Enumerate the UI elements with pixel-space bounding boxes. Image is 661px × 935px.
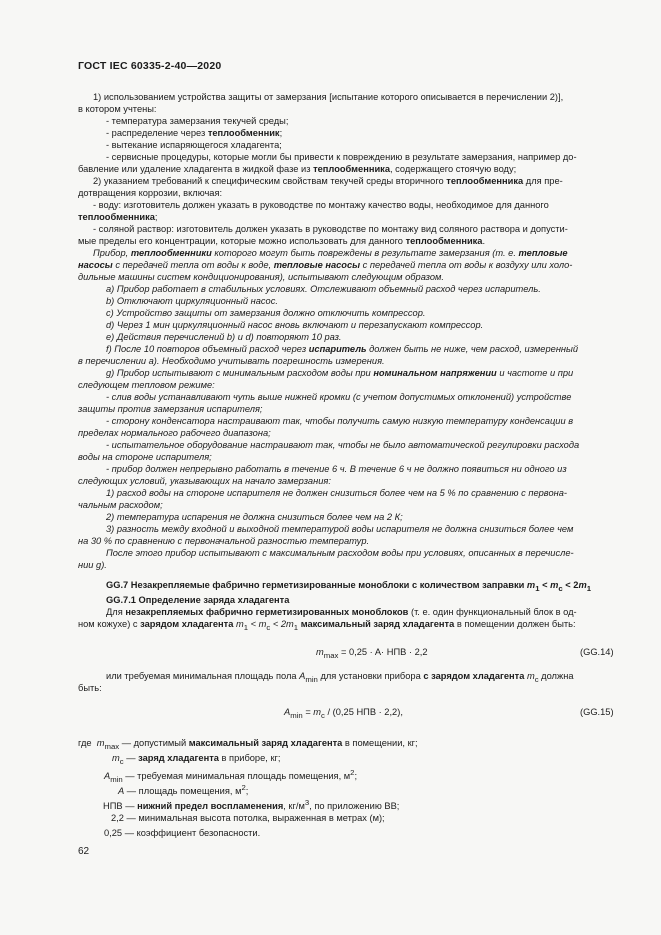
- section-heading: GG.7 Незакрепляемые фабрично герметизированные моноблоки с количеством заправки $m_1 < m_c < 2m_1$: [106, 580, 592, 593]
- text-line: - соляной раствор: изготовитель должен указать в руководстве по монтажу вид соляного раствора и допусти-: [93, 224, 568, 234]
- equation-number: (GG.14): [580, 647, 614, 657]
- text-line: нии g).: [78, 560, 107, 570]
- text-line: a) Прибор работает в стабильных условиях. Отслеживают объемный расход через испаритель.: [106, 284, 541, 294]
- text-line: 2) температура испарения не должна снизиться более чем на 2 К;: [106, 512, 403, 522]
- text-line: защиты против замерзания испарителя;: [78, 404, 263, 414]
- text-line: 3) разность между входной и выходной температурой воды испарителя не должна снизиться более чем: [106, 524, 574, 534]
- text-line: - слив воды устанавливают чуть выше нижней кромки (с учетом допустимых отклонений) устройстве: [106, 392, 572, 402]
- equation-number: (GG.15): [580, 707, 614, 717]
- text-line: теплообменника;: [78, 212, 158, 222]
- page-number: 62: [78, 846, 90, 857]
- definition-line: 2,2 — минимальная высота потолка, выраженная в метрах (м);: [111, 813, 385, 823]
- text-line: Для незакрепляемых фабрично герметизированных моноблоков (т. е. один функциональный блок в од-: [106, 607, 577, 617]
- text-line: дотвращения коррозии, включая:: [78, 188, 223, 198]
- definition-line: НПВ — нижний предел воспламенения, $кг/м^3$, по приложению BB;: [103, 798, 400, 812]
- text-line: - воду: изготовитель должен указать в руководстве по монтажу качество воды, необходимое для данного: [93, 200, 549, 210]
- text-line: в котором учтены:: [78, 104, 157, 114]
- text-line: бавление или удаление хладагента в жидкой фазе из теплообменника, содержащего стоячую воду;: [78, 164, 517, 174]
- text-line: - сторону конденсатора настраивают так, чтобы получить самую низкую температуру конденсации в: [106, 416, 574, 426]
- definition-line: $m_c$ — заряд хладагента в приборе, кг;: [112, 753, 281, 766]
- text-line: ном кожухе) с зарядом хладагента $m_1 < m_c < 2m_1$ максимальный заряд хладагента в помещении должен быть:: [78, 619, 576, 632]
- text-line: быть:: [78, 683, 102, 693]
- text-line: - прибор должен непрерывно работать в течение 6 ч. В течение 6 ч не должно появиться ни одного из: [106, 464, 567, 474]
- text-line: - сервисные процедуры, которые могли бы привести к повреждению в результате замерзания, например до-: [106, 152, 577, 162]
- text-line: - вытекание испаряющегося хладагента;: [106, 140, 282, 150]
- text-line: насосы с передачей тепла от воды к воде, тепловые насосы с передачей тепла от воды к воздуху или холо-: [78, 260, 573, 270]
- text-line: на 30 % по сравнению с первоначальной разностью температур.: [78, 536, 370, 546]
- text-line: 1) расход воды на стороне испарителя не должен снизиться более чем на 5 % по сравнению с первона-: [106, 488, 567, 498]
- text-line: - распределение через теплообменник;: [106, 128, 283, 138]
- text-line: c) Устройство защиты от замерзания должно отключить компрессор.: [106, 308, 426, 318]
- text-line: дильные машины систем кондиционирования), испытывают следующим образом.: [78, 272, 445, 282]
- text-line: b) Отключают циркуляционный насос.: [106, 296, 278, 306]
- text-line: пределах нормального рабочего диапазона;: [78, 428, 271, 438]
- text-line: 1) использованием устройства защиты от замерзания [испытание которого описывается в перечислении 2)],: [93, 92, 564, 102]
- text-line: в перечислении a). Необходимо учитывать погрешность измерения.: [78, 356, 385, 366]
- text-line: Прибор, теплообменники которого могут быть повреждены в результате замерзания (т. е. тепловые: [93, 248, 568, 258]
- definition-line: $A_{min}$ — требуемая минимальная площадь помещения, $м^2$;: [104, 768, 358, 784]
- text-line: g) Прибор испытывают с минимальным расходом воды при номинальном напряжении и частоте и при: [106, 368, 574, 378]
- equation-gg15: $A_{min} = m_c / (0,25$ НПВ · 2,2),: [284, 707, 403, 720]
- text-line: e) Действия перечислений b) и d) повторяют 10 раз.: [106, 332, 342, 342]
- definition-line: где $m_{max}$ — допустимый максимальный заряд хладагента в помещении, кг;: [78, 738, 418, 751]
- text-line: - температура замерзания текучей среды;: [106, 116, 289, 126]
- text-line: 2) указанием требований к специфическим свойствам текучей среды вторичного теплообменника для пре-: [93, 176, 563, 186]
- text-line: чальным расходом;: [78, 500, 163, 510]
- text-line: После этого прибор испытывают с максимальным расходом воды при условиях, описанных в перечисле-: [106, 548, 574, 558]
- document-header: ГОСТ IEC 60335-2-40—2020: [78, 60, 222, 72]
- text-line: следующих условий, указывающих на начало замерзания:: [78, 476, 331, 486]
- text-line: мые пределы его концентрации, которые можно использовать для данного теплообменника.: [78, 236, 486, 246]
- text-line: f) После 10 повторов объемный расход через испаритель должен быть не ниже, чем расход, измеренный: [106, 344, 579, 354]
- text-line: - испытательное оборудование настраивают так, чтобы не было автоматической регулировки расхода: [106, 440, 580, 450]
- equation-gg14: $m_{max} = 0,25 \cdot A\cdot$ НПВ · 2,2: [316, 647, 428, 660]
- definition-line: A — площадь помещения, $м^2$;: [118, 783, 249, 797]
- text-line: или требуемая минимальная площадь пола $A_{min}$ для установки прибора с зарядом хладагента $m_c$ должна: [106, 671, 574, 684]
- definition-line: 0,25 — коэффициент безопасности.: [104, 828, 261, 838]
- text-line: воды на стороне испарителя;: [78, 452, 212, 462]
- subsection-heading: GG.7.1 Определение заряда хладагента: [106, 595, 290, 605]
- text-line: d) Через 1 мин циркуляционный насос вновь включают и перезапускают компрессор.: [106, 320, 484, 330]
- text-line: следующем тепловом режиме:: [78, 380, 215, 390]
